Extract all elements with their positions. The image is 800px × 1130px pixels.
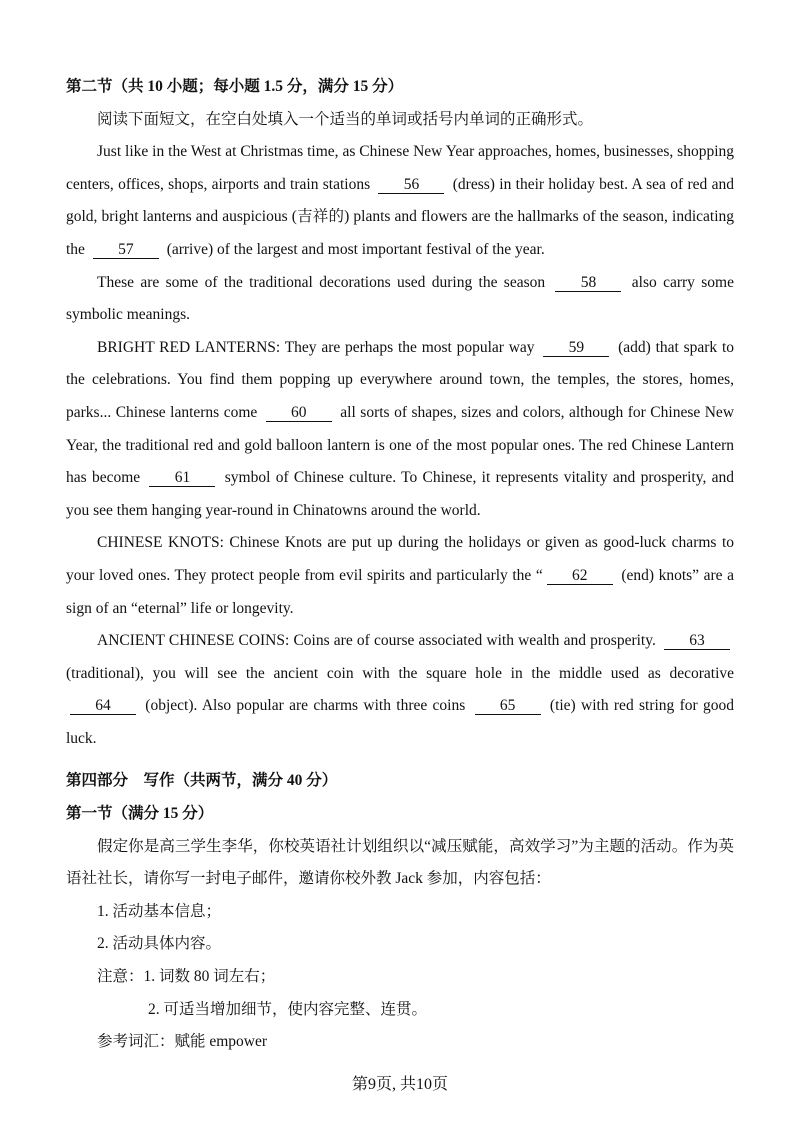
passage-paragraph [66,136,734,266]
blank-58: 58 [555,274,621,292]
blank-61: 61 [149,469,215,487]
passage-text: These are some of the traditional decorations used during the season [97,273,552,291]
passage-text: Just like in the West at Christmas time, as Chinese New Year approaches, homes, businesses, shopping centers, offices, shops, airports and train stations [66,143,734,193]
passage-paragraph [66,332,734,528]
part4-heading: 第四部分 写作（共两节，满分 40 分） [66,772,338,790]
passage-text: CHINESE KNOTS: Chinese Knots are put up during the holidays or given as good-luck charms to your loved ones. They protect people from evil spirits and particularly the “ [66,534,734,584]
note-2: 2. 可适当增加细节，使内容完整、连贯。 [148,1000,428,1018]
passage-text: (end) knots” are a sign of an “eternal” life or longevity. [66,566,734,617]
passage-text: (object). Also popular are charms with three coins [140,697,471,715]
passage-text: all sorts of shapes, sizes and colors, although for Chinese New Year, the traditional red and gold balloon lantern is one of the most popular ones. The red Chinese Lantern has become [66,403,735,487]
note-1: 注意：1. 词数 80 词左右； [97,968,276,986]
blank-62: 62 [547,567,613,585]
blank-59: 59 [543,339,609,357]
blank-65: 65 [475,697,541,715]
passage-paragraph [66,267,734,332]
passage-text: (add) that spark to the celebrations. You find them popping up everywhere around town, the temples, the stores, homes, parks... Chinese lanterns come [66,338,735,421]
passage-text: BRIGHT RED LANTERNS: They are perhaps the most popular way [97,338,540,356]
reference-vocab: 参考词汇：赋能 empower [97,1033,268,1051]
section2-heading: 第二节（共 10 小题；每小题 1.5 分，满分 15 分） [66,78,404,95]
blank-57: 57 [93,241,159,259]
passage-text: symbol of Chinese culture. To Chinese, it represents vitality and prosperity, and you see them hanging year-round in Chinatowns around the world. [66,469,734,519]
section1-heading: 第一节（满分 15 分） [66,805,214,823]
requirement-item: 2. 活动具体内容。 [97,935,222,953]
passage-text: (arrive) of the largest and most important festival of the year. [162,240,545,258]
page-footer: 第9页, 共10页 [351,1076,448,1093]
section2-instruction: 阅读下面短文，在空白处填入一个适当的单词或括号内单词的正确形式。 [97,110,594,128]
blank-60: 60 [266,404,332,422]
passage-text: (tie) with red string for good luck. [66,697,735,747]
blank-64: 64 [70,697,136,715]
blank-56: 56 [378,176,444,194]
passage-text: also carry some symbolic meanings. [66,273,734,324]
writing-prompt: 假定你是高三学生李华，你校英语社计划组织以“减压赋能，高效学习”为主题的活动。作为英语社社长，请你写一封电子邮件，邀请你校外教 Jack 参加，内容包括： [66,837,734,888]
passage-paragraph [66,527,734,625]
requirement-item: 1. 活动基本信息； [97,902,222,920]
blank-63: 63 [664,632,730,650]
passage-paragraph [66,625,734,755]
page-content [66,71,734,1059]
passage-text: (traditional), you will see the ancient coin with the square hole in the middle used as decorative [66,664,734,682]
cloze-passage [66,136,734,755]
passage-text: ANCIENT CHINESE COINS: Coins are of course associated with wealth and prosperity. [97,632,660,650]
passage-text: (dress) in their holiday best. A sea of red and gold, bright lanterns and auspicious (吉祥的) plants and flowers are the hallmarks of the season, indicating the [66,175,734,258]
